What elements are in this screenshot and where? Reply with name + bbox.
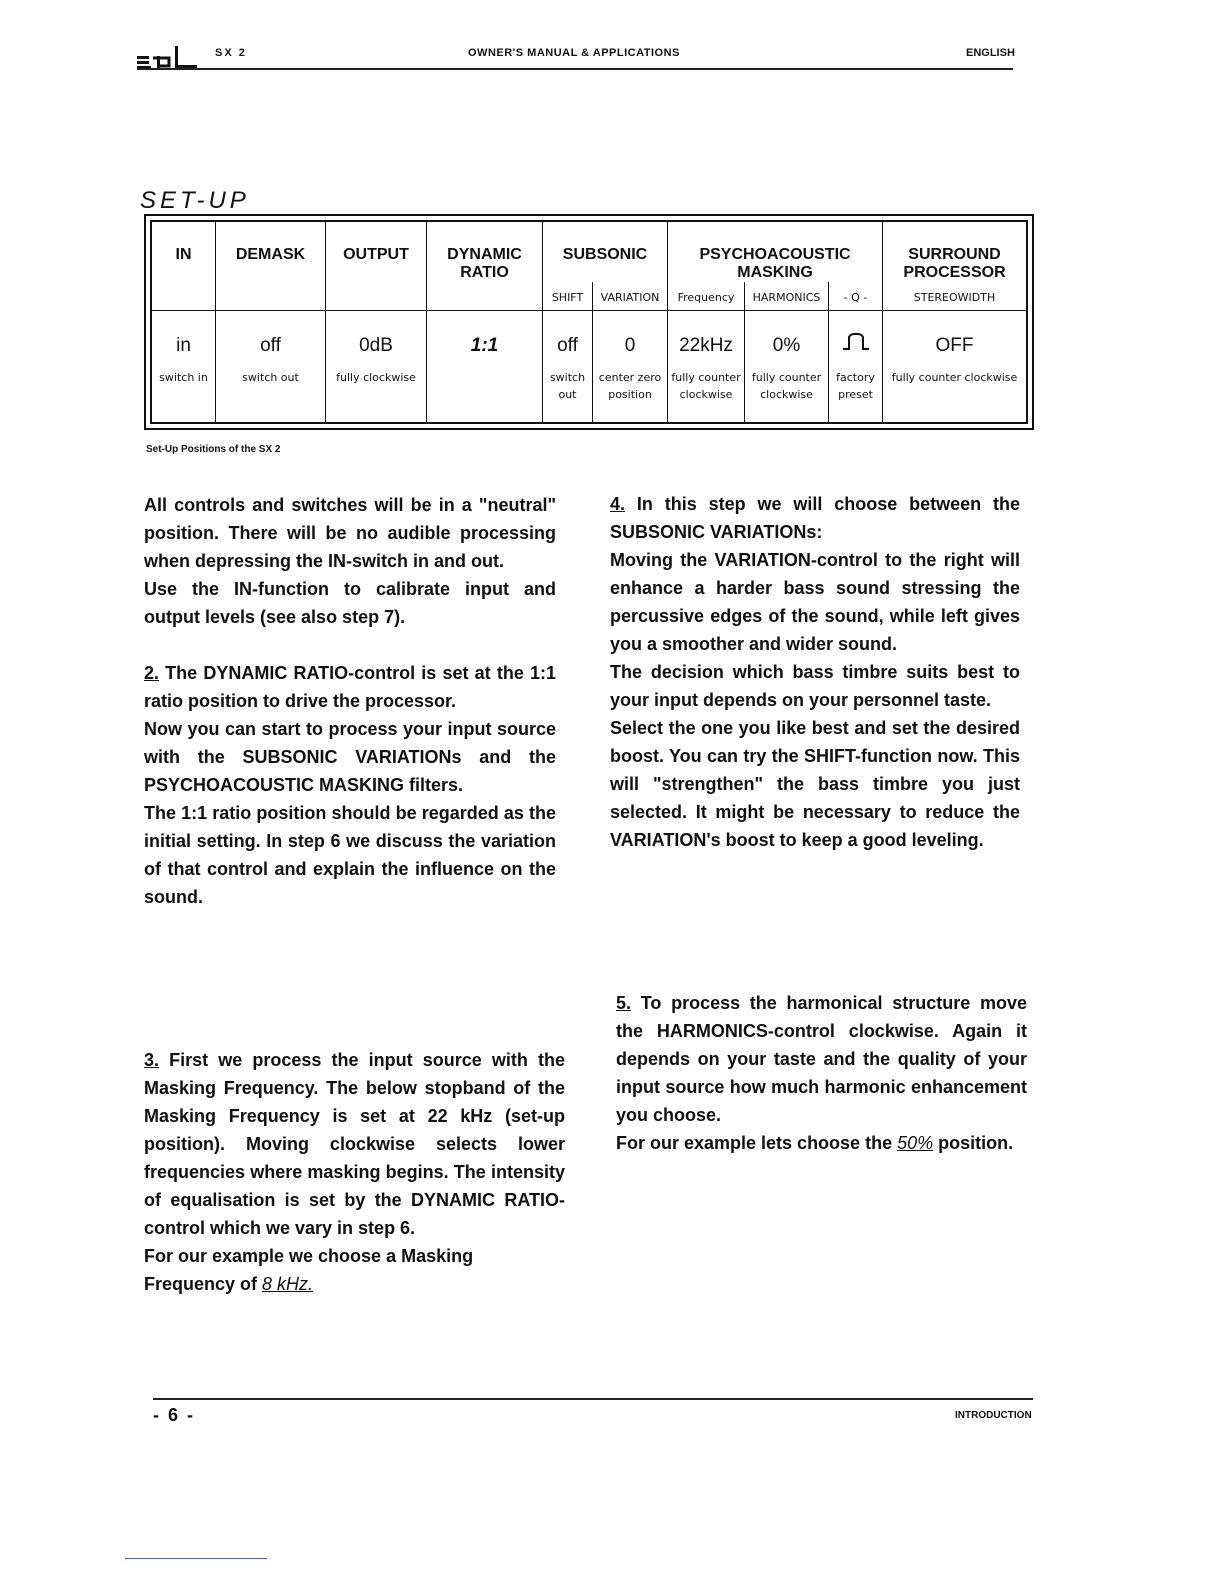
value-demask: off <box>260 334 281 356</box>
masking-example-text: For our example we choose a Masking Frequency of <box>144 1246 474 1294</box>
paragraph-step-2 <box>144 659 556 715</box>
step-5-text: To process the harmonical structure move the HARMONICS-control clockwise. Again it depends on your taste and the quality of your input source how much harmonic enhancement you choose. <box>616 993 1027 1125</box>
header-demask: DEMASK <box>216 222 326 311</box>
cell-in <box>152 310 216 423</box>
subheader-stereowidth: STEREOWIDTH <box>883 282 1027 310</box>
note-in: switch in <box>159 370 208 384</box>
value-variation: 0 <box>624 334 636 356</box>
filter-curve-icon <box>842 333 870 359</box>
value-stereowidth: OFF <box>935 334 974 356</box>
note-variation: center zero position <box>598 370 662 401</box>
cell-shift <box>543 310 593 423</box>
cell-variation <box>593 310 668 423</box>
left-column-bottom <box>144 1046 565 1298</box>
footer-section: INTRODUCTION <box>955 1410 1032 1421</box>
step-3-text: First we process the input source with the Masking Frequency. The below stopband of the Masking Frequency is set at 22 kHz (set-up position). Moving clockwise selects lower frequencies where masking begins. The intensity of equalisation is set by the DYNAMIC RATIO-control which we vary in step 6. <box>144 1050 565 1238</box>
subheader-harmonics: HARMONICS <box>745 282 829 310</box>
cell-output <box>326 310 427 423</box>
paragraph-variation-control: Moving the VARIATION-control to the right will enhance a harder bass sound stressing the percussive edges of the sound, while left gives you a smoother and wider sound. <box>610 550 1020 654</box>
header-in: IN <box>152 222 216 311</box>
right-column-top <box>610 490 1020 854</box>
value-dynamic-ratio: 1:1 <box>470 334 499 356</box>
note-frequency: fully counter clockwise <box>671 370 741 401</box>
header-language: ENGLISH <box>966 47 1015 59</box>
header-output: OUTPUT <box>326 222 427 311</box>
step-4-text: In this step we will choose between the SUBSONIC VARIATIONs: <box>610 494 1020 542</box>
header-divider <box>137 68 1013 70</box>
paragraph-bass-timbre: The decision which bass timbre suits best to your input depends on your personnel taste. <box>610 662 1020 710</box>
step-5-number: 5. <box>616 993 632 1013</box>
paragraph-step-5 <box>616 989 1027 1129</box>
step-3-number: 3. <box>144 1050 160 1070</box>
harmonics-example-end: position. <box>933 1133 1014 1153</box>
header-subsonic: SUBSONIC <box>543 222 668 283</box>
paragraph-select-boost: Select the one you like best and set the desired boost. You can try the SHIFT-function now. This will "strengthen" the bass timbre you just selected. It might be necessary to reduce the VARIATION's boost to keep a good leveling. <box>610 718 1020 850</box>
paragraph-harmonics-example <box>616 1129 1027 1157</box>
subheader-variation: VARIATION <box>593 282 668 310</box>
paragraph-step-4 <box>610 490 1020 546</box>
harmonics-example-value: 50% <box>897 1133 934 1153</box>
page-number: - 6 - <box>153 1405 196 1425</box>
cell-demask <box>216 310 326 423</box>
note-output: fully clockwise <box>336 370 416 384</box>
subheader-q: - Q - <box>829 282 883 310</box>
spl-logo <box>137 44 199 70</box>
masking-example-value: 8 kHz. <box>262 1274 314 1294</box>
value-shift: off <box>557 334 578 356</box>
cell-harmonics <box>745 310 829 423</box>
value-harmonics: 0% <box>772 334 801 356</box>
cell-dynamic-ratio <box>427 310 543 423</box>
note-shift: switch out <box>549 370 586 401</box>
table-caption: Set-Up Positions of the SX 2 <box>146 444 281 455</box>
subheader-frequency: Frequency <box>668 282 745 310</box>
decorative-line <box>125 1558 267 1559</box>
value-in: in <box>176 334 191 356</box>
value-output: 0dB <box>359 334 393 356</box>
right-column-bottom <box>616 989 1027 1157</box>
header-dynamic-ratio: DYNAMIC RATIO <box>427 222 543 311</box>
note-stereowidth: fully counter clockwise <box>891 370 1018 384</box>
cell-frequency <box>668 310 745 423</box>
note-q: factory preset <box>836 370 875 401</box>
paragraph-initial-setting: The 1:1 ratio position should be regarded as the initial setting. In step 6 we discuss the variation of that control and explain the influence on the sound. <box>144 803 556 907</box>
setup-table <box>144 214 1034 430</box>
section-title: SET-UP <box>140 187 250 214</box>
step-2-number: 2. <box>144 663 160 683</box>
paragraph-step-3 <box>144 1046 565 1242</box>
cell-q <box>829 310 883 423</box>
paragraph-neutral: All controls and switches will be in a "neutral" position. There will be no audible processing when depressing the IN-switch in and out. <box>144 495 556 571</box>
step-2-text: The DYNAMIC RATIO-control is set at the 1:1 ratio position to drive the processor. <box>144 663 556 711</box>
cell-stereowidth <box>883 310 1027 423</box>
value-frequency: 22kHz <box>679 334 733 356</box>
header-title: OWNER'S MANUAL & APPLICATIONS <box>468 47 680 59</box>
paragraph-start-process: Now you can start to process your input source with the SUBSONIC VARIATIONs and the PSYCHOACOUSTIC MASKING filters. <box>144 719 556 795</box>
header-model: SX 2 <box>215 47 247 59</box>
paragraph-masking-example <box>144 1242 565 1298</box>
header-psychoacoustic: PSYCHOACOUSTIC MASKING <box>668 222 883 283</box>
note-harmonics: fully counter clockwise <box>751 370 822 401</box>
subheader-shift: SHIFT <box>543 282 593 310</box>
left-column-top <box>144 491 556 911</box>
note-demask: switch out <box>242 370 299 384</box>
header-surround: SURROUND PROCESSOR <box>883 222 1027 283</box>
step-4-number: 4. <box>610 494 626 514</box>
harmonics-example-text: For our example lets choose the <box>616 1133 898 1153</box>
footer-divider <box>153 1398 1033 1400</box>
paragraph-calibrate: Use the IN-function to calibrate input and output levels (see also step 7). <box>144 579 556 627</box>
